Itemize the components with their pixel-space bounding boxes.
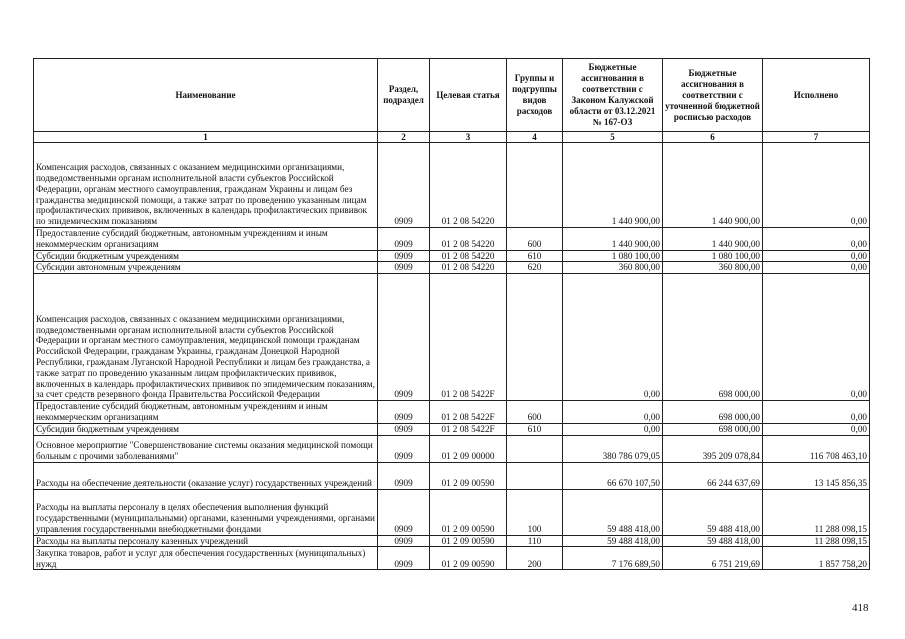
row-roster-amount: 1 080 100,00	[663, 250, 763, 262]
column-number: 3	[430, 132, 507, 143]
row-name: Расходы на выплаты персоналу в целях обеспечения выполнения функций государственными (муниципальными) органами, казенными учреждениями, органами управления государственными внебюджетными фондами	[34, 489, 378, 535]
table-header-row	[34, 59, 870, 132]
row-group	[507, 143, 563, 228]
row-name: Закупка товаров, работ и услуг для обеспечения государственных (муниципальных) нужд	[34, 547, 378, 570]
header-law-allocation: Бюджетные ассигнования в соответствии с Законом Калужской области от 03.12.2021 № 167-ОЗ	[563, 59, 663, 132]
row-roster-amount: 1 440 900,00	[663, 143, 763, 228]
row-law-amount: 59 488 418,00	[563, 489, 663, 535]
row-law-amount: 0,00	[563, 401, 663, 424]
row-article: 01 2 09 00590	[430, 462, 507, 489]
row-section: 0909	[378, 262, 430, 274]
row-section: 0909	[378, 143, 430, 228]
row-article: 01 2 09 00590	[430, 547, 507, 570]
row-section: 0909	[378, 435, 430, 462]
row-group: 100	[507, 489, 563, 535]
row-section: 0909	[378, 401, 430, 424]
row-section: 0909	[378, 535, 430, 547]
table-row	[34, 401, 870, 424]
row-article: 01 2 08 5422F	[430, 401, 507, 424]
table-row	[34, 547, 870, 570]
row-name: Расходы на выплаты персоналу казенных учреждений	[34, 535, 378, 547]
column-number: 5	[563, 132, 663, 143]
budget-table-sheet	[33, 58, 869, 570]
row-roster-amount: 698 000,00	[663, 423, 763, 435]
row-law-amount: 1 440 900,00	[563, 143, 663, 228]
table-row	[34, 423, 870, 435]
row-section: 0909	[378, 274, 430, 401]
row-executed-amount: 0,00	[763, 423, 870, 435]
row-name: Компенсация расходов, связанных с оказанием медицинскими организациями, подведомственными органам исполнительной власти субъектов Российской Федерации, органам местного самоуправления, гражданам Украины и лицам без гражданства медицинской помощи, а также затрат по проведению указанным лицам профилактических прививок, включенных в календарь профилактических прививок по эпидемическим показаниям	[34, 143, 378, 228]
header-executed: Исполнено	[763, 59, 870, 132]
row-group: 600	[507, 228, 563, 251]
row-article: 01 2 08 54220	[430, 250, 507, 262]
row-article: 01 2 08 54220	[430, 143, 507, 228]
row-article: 01 2 08 54220	[430, 228, 507, 251]
row-law-amount: 66 670 107,50	[563, 462, 663, 489]
row-executed-amount: 0,00	[763, 143, 870, 228]
row-executed-amount: 11 288 098,15	[763, 535, 870, 547]
row-executed-amount: 0,00	[763, 228, 870, 251]
table-row	[34, 435, 870, 462]
row-section: 0909	[378, 423, 430, 435]
row-group: 200	[507, 547, 563, 570]
page-number: 418	[852, 602, 869, 614]
table-row	[34, 489, 870, 535]
row-law-amount: 0,00	[563, 423, 663, 435]
row-group: 620	[507, 262, 563, 274]
budget-execution-table	[33, 58, 870, 570]
row-law-amount: 59 488 418,00	[563, 535, 663, 547]
row-name: Субсидии бюджетным учреждениям	[34, 250, 378, 262]
row-name: Расходы на обеспечение деятельности (оказание услуг) государственных учреждений	[34, 462, 378, 489]
row-section: 0909	[378, 462, 430, 489]
row-roster-amount: 698 000,00	[663, 401, 763, 424]
row-group	[507, 435, 563, 462]
row-law-amount: 1 080 100,00	[563, 250, 663, 262]
header-article: Целевая статья	[430, 59, 507, 132]
header-roster-allocation: Бюджетные ассигнования в соответствии с уточненной бюджетной росписью расходов	[663, 59, 763, 132]
column-number: 6	[663, 132, 763, 143]
row-executed-amount: 1 857 758,20	[763, 547, 870, 570]
table-row	[34, 143, 870, 228]
row-group: 610	[507, 423, 563, 435]
row-executed-amount: 11 288 098,15	[763, 489, 870, 535]
table-row	[34, 250, 870, 262]
row-name: Компенсация расходов, связанных с оказанием медицинскими организациями, подведомственными органам исполнительной власти субъектов Российской Федерации и органам местного самоуправления, медицинской помощи гражданам Российской Федерации, гражданам Украины, гражданам Донецкой Народной Республики, гражданам Луганской Народной Республики и лицам без гражданства, а также затрат по проведению указанным лицам профилактических прививок, включенных в календарь профилактических прививок по эпидемическим показаниям, за счет средств резервного фонда Правительства Российской Федерации	[34, 274, 378, 401]
row-article: 01 2 08 54220	[430, 262, 507, 274]
row-law-amount: 380 786 079,05	[563, 435, 663, 462]
row-name: Субсидии бюджетным учреждениям	[34, 423, 378, 435]
row-group	[507, 462, 563, 489]
row-name: Основное мероприятие "Совершенствование системы оказания медицинской помощи больным с прочими заболеваниями"	[34, 435, 378, 462]
row-executed-amount: 0,00	[763, 262, 870, 274]
row-article: 01 2 09 00590	[430, 489, 507, 535]
row-roster-amount: 1 440 900,00	[663, 228, 763, 251]
row-article: 01 2 08 5422F	[430, 423, 507, 435]
row-executed-amount: 0,00	[763, 401, 870, 424]
column-number-row	[34, 132, 870, 143]
row-section: 0909	[378, 250, 430, 262]
row-executed-amount: 116 708 463,10	[763, 435, 870, 462]
column-number: 7	[763, 132, 870, 143]
row-roster-amount: 698 000,00	[663, 274, 763, 401]
row-name: Предоставление субсидий бюджетным, автономным учреждениям и иным некоммерческим организациям	[34, 228, 378, 251]
column-number: 1	[34, 132, 378, 143]
row-article: 01 2 09 00000	[430, 435, 507, 462]
row-group: 600	[507, 401, 563, 424]
table-row	[34, 462, 870, 489]
row-group: 110	[507, 535, 563, 547]
row-roster-amount: 6 751 219,69	[663, 547, 763, 570]
header-name: Наименование	[34, 59, 378, 132]
column-number: 2	[378, 132, 430, 143]
row-section: 0909	[378, 228, 430, 251]
row-executed-amount: 0,00	[763, 274, 870, 401]
row-roster-amount: 360 800,00	[663, 262, 763, 274]
table-row	[34, 262, 870, 274]
row-section: 0909	[378, 547, 430, 570]
row-law-amount: 1 440 900,00	[563, 228, 663, 251]
table-row	[34, 228, 870, 251]
row-roster-amount: 66 244 637,69	[663, 462, 763, 489]
table-row	[34, 274, 870, 401]
row-executed-amount: 13 145 856,35	[763, 462, 870, 489]
table-row	[34, 535, 870, 547]
row-roster-amount: 59 488 418,00	[663, 489, 763, 535]
row-name: Предоставление субсидий бюджетным, автономным учреждениям и иным некоммерческим организациям	[34, 401, 378, 424]
row-group	[507, 274, 563, 401]
row-roster-amount: 59 488 418,00	[663, 535, 763, 547]
row-article: 01 2 09 00590	[430, 535, 507, 547]
row-law-amount: 360 800,00	[563, 262, 663, 274]
row-executed-amount: 0,00	[763, 250, 870, 262]
row-group: 610	[507, 250, 563, 262]
column-number: 4	[507, 132, 563, 143]
row-law-amount: 0,00	[563, 274, 663, 401]
header-group: Группы и подгруппы видов расходов	[507, 59, 563, 132]
header-section: Раздел, подраздел	[378, 59, 430, 132]
row-section: 0909	[378, 489, 430, 535]
row-roster-amount: 395 209 078,84	[663, 435, 763, 462]
row-law-amount: 7 176 689,50	[563, 547, 663, 570]
row-name: Субсидии автономным учреждениям	[34, 262, 378, 274]
row-article: 01 2 08 5422F	[430, 274, 507, 401]
